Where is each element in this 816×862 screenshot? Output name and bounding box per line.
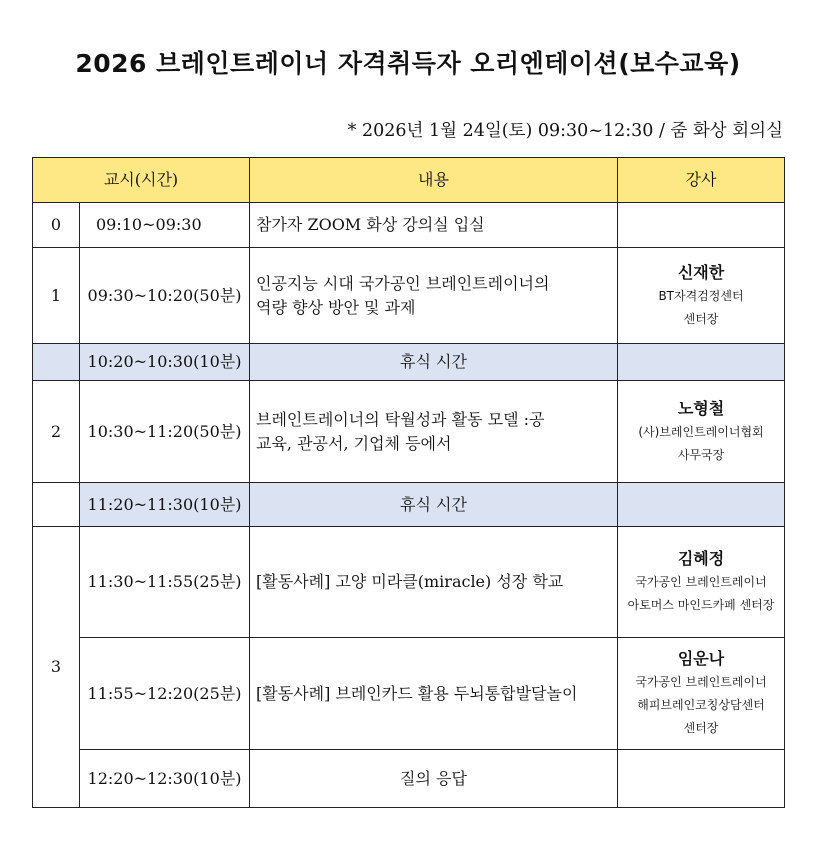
lecturer-cell	[618, 203, 785, 248]
period-cell	[33, 344, 80, 381]
table-row	[33, 750, 785, 808]
content-cell: 휴식 시간	[250, 483, 618, 527]
lecturer-affiliation: 국가공인 브레인트레이너	[635, 675, 767, 689]
content-cell: [활동사례] 고양 미라클(miracle) 성장 학교	[250, 527, 618, 638]
lecturer-cell	[618, 344, 785, 381]
content-cell: [활동사례] 브레인카드 활용 두뇌통합발달놀이	[250, 638, 618, 750]
table-row	[33, 527, 785, 638]
lecturer-cell	[618, 750, 785, 808]
lecturer-cell	[618, 483, 785, 527]
schedule-table	[32, 157, 785, 808]
content-line: 역량 향상 방안 및 과제	[256, 297, 416, 317]
time-cell: 12:20~12:30(10분)	[80, 750, 250, 808]
time-cell: 11:20~11:30(10분)	[80, 483, 250, 527]
time-cell: 09:10~09:30	[80, 203, 250, 248]
period-cell	[33, 483, 80, 527]
lecturer-position: 아토머스 마인드카페 센터장	[627, 598, 775, 612]
period-cell: 2	[33, 381, 80, 483]
lecturer-organization: 해피브레인코칭상담센터	[637, 698, 765, 712]
table-row	[33, 381, 785, 483]
break-row	[33, 483, 785, 527]
lecturer-cell	[618, 638, 785, 750]
lecturer-cell	[618, 527, 785, 638]
content-cell	[250, 381, 618, 483]
lecturer-position: 센터장	[683, 721, 719, 735]
table-row	[33, 203, 785, 248]
header-session: 교시(시간)	[33, 158, 250, 203]
content-cell: 휴식 시간	[250, 344, 618, 381]
content-cell: 질의 응답	[250, 750, 618, 808]
time-cell: 11:55~12:20(25분)	[80, 638, 250, 750]
lecturer-name: 노형철	[677, 398, 725, 418]
lecturer-position: 센터장	[683, 311, 719, 326]
lecturer-affiliation: BT자격검정센터	[658, 288, 744, 303]
header-lecturer: 강사	[618, 158, 785, 203]
page-title: 2026 브레인트레이너 자격취득자 오리엔테이션(보수교육)	[75, 49, 741, 78]
lecturer-name: 신재한	[677, 262, 725, 282]
lecturer-affiliation: (사)브레인트레이너협회	[638, 424, 764, 439]
content-line: 인공지능 시대 국가공인 브레인트레이너의	[256, 273, 550, 293]
lecturer-affiliation: 국가공인 브레인트레이너	[635, 575, 767, 589]
period-cell: 1	[33, 248, 80, 344]
event-date-location: * 2026년 1월 24일(토) 09:30~12:30 / 줌 화상 회의실	[347, 121, 783, 141]
period-cell: 0	[33, 203, 80, 248]
lecturer-position: 사무국장	[677, 447, 725, 462]
content-line: 브레인트레이너의 탁월성과 활동 모델 :공	[256, 409, 545, 429]
content-line: 교육, 관공서, 기업체 등에서	[256, 433, 452, 453]
content-cell: 참가자 ZOOM 화상 강의실 입실	[250, 203, 618, 248]
content-cell	[250, 248, 618, 344]
lecturer-name: 임운나	[677, 649, 725, 668]
lecturer-cell	[618, 381, 785, 483]
table-header-row	[33, 158, 785, 203]
time-cell: 10:30~11:20(50분)	[80, 381, 250, 483]
header-content: 내용	[250, 158, 618, 203]
time-cell: 11:30~11:55(25분)	[80, 527, 250, 638]
break-row	[33, 344, 785, 381]
table-row	[33, 638, 785, 750]
time-cell: 10:20~10:30(10분)	[80, 344, 250, 381]
time-cell: 09:30~10:20(50분)	[80, 248, 250, 344]
lecturer-name: 김혜정	[677, 549, 725, 568]
period-cell: 3	[33, 527, 80, 808]
table-row	[33, 248, 785, 344]
lecturer-cell	[618, 248, 785, 344]
